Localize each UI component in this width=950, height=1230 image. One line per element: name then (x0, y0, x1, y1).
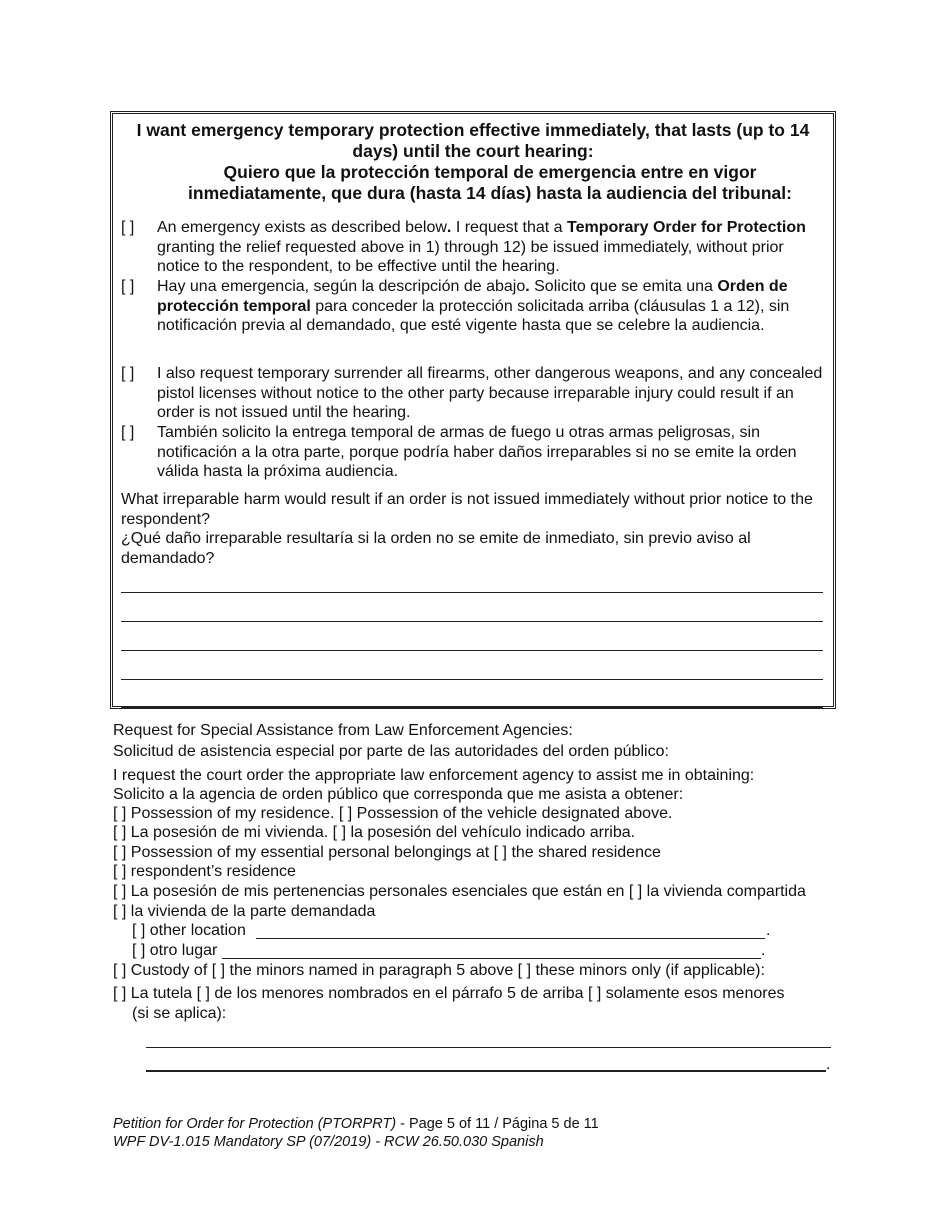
assistance-intro-es: Solicito a la agencia de orden público que corresponda que me asista a obtener: (113, 786, 684, 803)
emergency-heading (113, 120, 833, 204)
assistance-option[interactable]: [ ] La posesión de mis pertenencias personales esenciales que están en [ ] la vivienda compartida (113, 883, 806, 900)
custody-answer-period: . (826, 1056, 831, 1073)
harm-question-es: ¿Qué daño irreparable resultaría si la orden no se emite de inmediato, sin previo aviso al demandado? (121, 530, 751, 567)
custody-answer-line[interactable] (146, 1070, 826, 1072)
form-id: WPF DV-1.015 Mandatory SP (07/2019) - RCW 26.50.030 Spanish (113, 1134, 544, 1150)
custody-es[interactable]: [ ] La tutela [ ] de los menores nombrados en el párrafo 5 de arriba [ ] solamente esos menores (113, 985, 785, 1002)
surrender-es-item (121, 423, 825, 482)
surrender-es-checkbox[interactable]: [ ] (121, 424, 135, 441)
harm-answer-line[interactable] (121, 679, 823, 680)
surrender-es-text: También solicito la entrega temporal de armas de fuego u otras armas peligrosas, sin notificación a la otra parte, porque podría haber daños irreparables si no se emite la orden válida hasta la próxima audiencia. (157, 424, 797, 480)
emergency-en-item: [ ] An emergency exists as described below. I request that a Temporary Order for Protection granting the relief requested above in 1) through 12) be issued immediately, without prior notice to the respondent, to be effective until the hearing. (121, 219, 806, 275)
custody-en[interactable]: [ ] Custody of [ ] the minors named in paragraph 5 above [ ] these minors only (if applicable): (113, 962, 765, 979)
assistance-option[interactable]: [ ] Possession of my residence. [ ] Possession of the vehicle designated above. (113, 805, 673, 822)
harm-answer-line[interactable] (121, 707, 823, 708)
form-title: Petition for Order for Protection (PTORPRT) (113, 1116, 397, 1132)
assistance-option[interactable]: [ ] la vivienda de la parte demandada (113, 903, 376, 920)
harm-answer-line[interactable] (121, 592, 823, 593)
emergency-es-checkbox[interactable]: [ ] (121, 278, 135, 295)
assistance-option[interactable]: [ ] Possession of my essential personal belongings at [ ] the shared residence (113, 844, 661, 861)
emergency-es-item: [ ] Hay una emergencia, según la descripción de abajo. Solicito que se emita una Orden de protección temporal para conceder la protección solicitada arriba (cláusulas 1 a 12), sin notificación previa al demandado, que esté vigente hasta que se celebre la audiencia. (121, 278, 790, 334)
other-location-label[interactable]: [ ] other location (132, 922, 246, 939)
assistance-intro-en: I request the court order the appropriate law enforcement agency to assist me in obtaining: (113, 767, 755, 784)
assistance-title-en: Request for Special Assistance from Law Enforcement Agencies: (113, 722, 573, 739)
harm-answer-line[interactable] (121, 621, 823, 622)
custody-answer-line[interactable] (146, 1047, 831, 1048)
emergency-protection-box (110, 111, 836, 709)
assistance-option[interactable]: [ ] respondent’s residence (113, 863, 296, 880)
custody-es-cont: (si se aplica): (132, 1005, 227, 1022)
emergency-heading-es: Quiero que la protección temporal de emergencia entre en vigor inmediatamente, que dura (hasta 14 días) hasta la audiencia del tribunal: (188, 162, 792, 203)
surrender-en-text: I also request temporary surrender all firearms, other dangerous weapons, and any concealed pistol licenses without notice to the other party because irreparable injury could result if an order is not issued until the hearing. (157, 365, 823, 421)
otro-lugar-line[interactable] (222, 958, 761, 959)
other-location-line[interactable] (256, 938, 765, 939)
harm-answer-line[interactable] (121, 650, 823, 651)
otro-lugar-period: . (761, 942, 766, 959)
assistance-title-es: Solicitud de asistencia especial por parte de las autoridades del orden público: (113, 743, 669, 760)
assistance-option[interactable]: [ ] La posesión de mi vivienda. [ ] la posesión del vehículo indicado arriba. (113, 824, 636, 841)
page-footer (113, 1115, 599, 1151)
emergency-en-checkbox[interactable]: [ ] (121, 219, 135, 236)
other-location-period: . (766, 922, 771, 939)
surrender-en-item (121, 364, 825, 423)
page-number: - Page 5 of 11 / Página 5 de 11 (396, 1116, 599, 1132)
surrender-en-checkbox[interactable]: [ ] (121, 365, 135, 382)
otro-lugar-label[interactable]: [ ] otro lugar (132, 942, 218, 959)
harm-question-en: What irreparable harm would result if an order is not issued immediately without prior notice to the respondent? (121, 491, 813, 528)
emergency-heading-en: I want emergency temporary protection effective immediately, that lasts (up to 14 days) until the court hearing: (136, 120, 810, 161)
